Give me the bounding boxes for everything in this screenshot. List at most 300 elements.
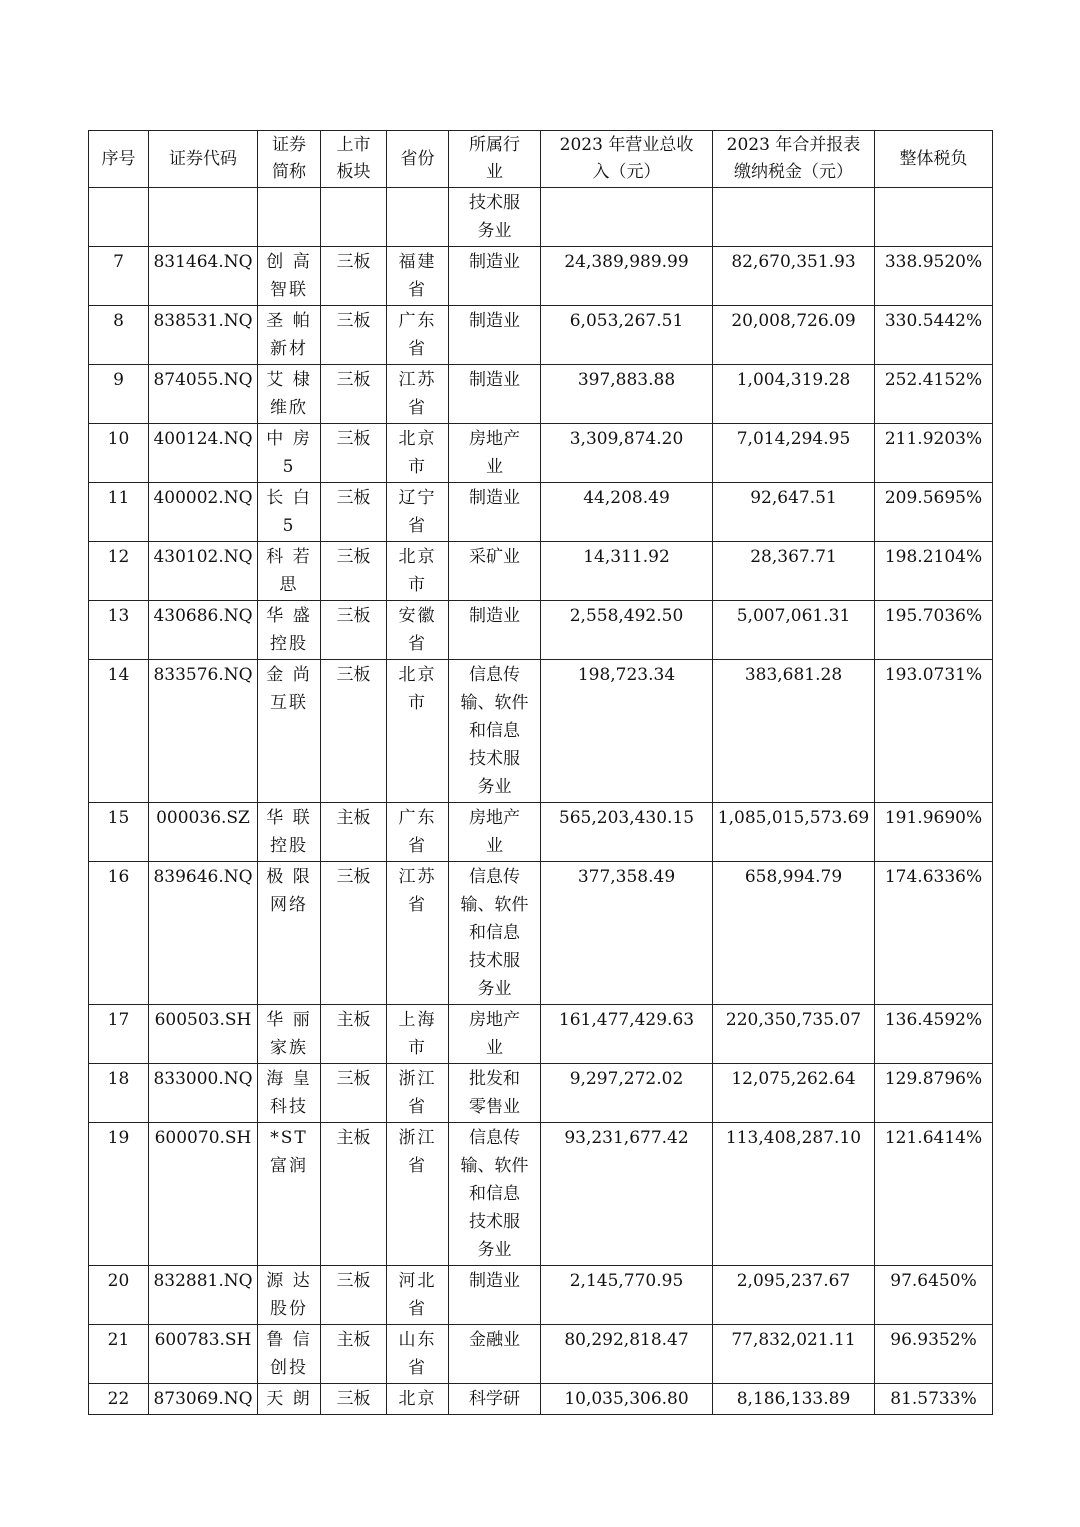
cell-code [149, 1123, 258, 1266]
cell-tax-text: 383,681.28 [744, 665, 843, 685]
cell-no-text: 9 [113, 370, 124, 390]
cell-province [387, 1325, 449, 1384]
cell-burden-text: 96.9352% [890, 1330, 977, 1350]
cell-industry-text: 房地产 业 [469, 429, 520, 477]
cell-burden [875, 188, 993, 247]
cell-no-text: 10 [107, 429, 130, 449]
cell-industry-text: 制造业 [469, 311, 520, 331]
cell-industry [449, 365, 541, 424]
cell-province [387, 188, 449, 247]
cell-board-text: 三板 [336, 665, 371, 685]
table-body [89, 188, 993, 1415]
cell-revenue-text: 2,558,492.50 [569, 606, 684, 626]
cell-code-text: 400124.NQ [153, 429, 253, 449]
cell-province-text: 广东 省 [398, 311, 437, 359]
cell-no [89, 483, 149, 542]
cell-tax [713, 803, 875, 862]
cell-province-text: 浙江 省 [398, 1069, 437, 1117]
cell-board-text: 三板 [336, 1389, 371, 1409]
cell-no [89, 424, 149, 483]
cell-burden-text: 252.4152% [884, 370, 983, 390]
cell-name-text: 华 丽 家族 [266, 1010, 312, 1058]
cell-code [149, 542, 258, 601]
cell-tax [713, 306, 875, 365]
cell-code [149, 1325, 258, 1384]
cell-industry [449, 660, 541, 803]
cell-province-text: 上海 市 [398, 1010, 437, 1058]
cell-province [387, 1064, 449, 1123]
cell-industry-text: 信息传 输、软件 和信息 技术服 务业 [460, 1128, 529, 1260]
header-cell-name: 证券 简称 [258, 131, 321, 188]
cell-revenue-text: 2,145,770.95 [569, 1271, 684, 1291]
cell-burden-text: 121.6414% [884, 1128, 983, 1148]
cell-code [149, 365, 258, 424]
cell-name-text: 华 盛 控股 [266, 606, 312, 654]
cell-industry [449, 601, 541, 660]
cell-industry-text: 制造业 [469, 370, 520, 390]
cell-revenue-text: 80,292,818.47 [564, 1330, 689, 1350]
cell-revenue-text: 377,358.49 [577, 867, 676, 887]
cell-tax [713, 862, 875, 1005]
cell-industry [449, 1005, 541, 1064]
cell-board-text: 主板 [336, 1128, 371, 1148]
cell-burden [875, 1384, 993, 1415]
cell-province-text: 河北 省 [398, 1271, 437, 1319]
cell-province-text: 北京 市 [398, 547, 437, 595]
table-row [89, 424, 993, 483]
cell-board-text: 三板 [336, 252, 371, 272]
cell-industry [449, 1123, 541, 1266]
cell-burden-text: 81.5733% [890, 1389, 977, 1409]
cell-burden [875, 247, 993, 306]
cell-burden-text: 136.4592% [884, 1010, 983, 1030]
header-cell-board: 上市 板块 [321, 131, 387, 188]
cell-revenue-text: 397,883.88 [577, 370, 676, 390]
cell-tax-text: 82,670,351.93 [731, 252, 856, 272]
cell-revenue [541, 862, 713, 1005]
cell-burden [875, 660, 993, 803]
cell-tax [713, 1064, 875, 1123]
cell-code [149, 188, 258, 247]
cell-no [89, 188, 149, 247]
cell-burden [875, 601, 993, 660]
cell-name-text: 长 白 5 [266, 488, 312, 536]
cell-revenue [541, 306, 713, 365]
cell-board [321, 306, 387, 365]
cell-board [321, 1266, 387, 1325]
cell-tax [713, 1005, 875, 1064]
cell-burden-text: 209.5695% [884, 488, 983, 508]
cell-board-text: 主板 [336, 1010, 371, 1030]
cell-burden-text: 193.0731% [884, 665, 983, 685]
cell-name [258, 1325, 321, 1384]
cell-no-text: 19 [107, 1128, 130, 1148]
cell-no [89, 306, 149, 365]
cell-code-text: 600783.SH [154, 1330, 252, 1350]
cell-revenue-text: 6,053,267.51 [569, 311, 684, 331]
cell-name [258, 247, 321, 306]
cell-board [321, 483, 387, 542]
cell-burden-text: 198.2104% [884, 547, 983, 567]
cell-board-text: 三板 [336, 488, 371, 508]
cell-name [258, 424, 321, 483]
cell-code-text: 839646.NQ [153, 867, 253, 887]
cell-name [258, 660, 321, 803]
cell-board [321, 1064, 387, 1123]
cell-province-text: 福建 省 [398, 252, 437, 300]
header-cell-revenue: 2023 年营业总收 入（元） [541, 131, 713, 188]
cell-burden-text: 129.8796% [884, 1069, 983, 1089]
cell-code [149, 247, 258, 306]
cell-province [387, 1005, 449, 1064]
cell-tax [713, 1266, 875, 1325]
cell-name [258, 1266, 321, 1325]
cell-name-text: 天 朗 [266, 1389, 312, 1409]
cell-name-text: 华 联 控股 [266, 808, 312, 856]
header-cell-burden: 整体税负 [875, 131, 993, 188]
cell-burden-text: 338.9520% [884, 252, 983, 272]
cell-no-text: 7 [113, 252, 124, 272]
cell-tax [713, 188, 875, 247]
cell-tax-text: 220,350,735.07 [725, 1010, 862, 1030]
cell-board [321, 803, 387, 862]
cell-tax-text: 7,014,294.95 [736, 429, 851, 449]
table-row [89, 660, 993, 803]
cell-province-text: 北京 市 [398, 665, 437, 713]
cell-revenue [541, 483, 713, 542]
cell-board-text: 三板 [336, 1271, 371, 1291]
table-row [89, 188, 993, 247]
cell-province [387, 803, 449, 862]
table-row [89, 1325, 993, 1384]
cell-tax [713, 601, 875, 660]
cell-board [321, 1005, 387, 1064]
cell-no [89, 660, 149, 803]
cell-no-text: 14 [107, 665, 130, 685]
table-row [89, 803, 993, 862]
cell-province [387, 660, 449, 803]
cell-code [149, 306, 258, 365]
cell-name [258, 1064, 321, 1123]
cell-name [258, 483, 321, 542]
cell-revenue [541, 803, 713, 862]
cell-province-text: 广东 省 [398, 808, 437, 856]
cell-burden [875, 542, 993, 601]
cell-no-text: 15 [107, 808, 130, 828]
cell-name [258, 1123, 321, 1266]
cell-code [149, 1064, 258, 1123]
cell-tax [713, 660, 875, 803]
cell-province [387, 247, 449, 306]
header-cell-province: 省份 [387, 131, 449, 188]
cell-no [89, 1005, 149, 1064]
cell-tax-text: 92,647.51 [750, 488, 837, 508]
cell-name-text: 中 房 5 [266, 429, 312, 477]
cell-revenue-text: 24,389,989.99 [564, 252, 689, 272]
cell-board [321, 1123, 387, 1266]
cell-tax [713, 247, 875, 306]
cell-industry-text: 房地产 业 [469, 1010, 520, 1058]
cell-industry [449, 1384, 541, 1415]
cell-board-text: 主板 [336, 1330, 371, 1350]
cell-burden [875, 365, 993, 424]
cell-industry-text: 制造业 [469, 252, 520, 272]
table-row [89, 862, 993, 1005]
cell-burden [875, 306, 993, 365]
cell-board-text: 三板 [336, 1069, 371, 1089]
cell-province [387, 862, 449, 1005]
cell-board-text: 三板 [336, 311, 371, 331]
cell-no-text: 16 [107, 867, 130, 887]
cell-revenue [541, 1064, 713, 1123]
cell-province-text: 浙江 省 [398, 1128, 437, 1176]
cell-revenue [541, 1005, 713, 1064]
cell-province-text: 江苏 省 [398, 867, 437, 915]
cell-no [89, 1064, 149, 1123]
cell-burden-text: 97.6450% [890, 1271, 977, 1291]
cell-tax-text: 658,994.79 [744, 867, 843, 887]
cell-no [89, 601, 149, 660]
cell-province-text: 江苏 省 [398, 370, 437, 418]
table-row [89, 365, 993, 424]
cell-province [387, 306, 449, 365]
cell-no-text: 11 [107, 488, 130, 508]
cell-name-text: 极 限 网络 [266, 867, 312, 915]
cell-code-text: 833576.NQ [153, 665, 253, 685]
cell-tax-text: 1,004,319.28 [736, 370, 851, 390]
cell-code [149, 1266, 258, 1325]
cell-revenue [541, 542, 713, 601]
cell-no-text: 21 [107, 1330, 130, 1350]
cell-code-text: 400002.NQ [153, 488, 253, 508]
cell-revenue [541, 1384, 713, 1415]
cell-name [258, 188, 321, 247]
table-row [89, 306, 993, 365]
cell-code-text: 833000.NQ [153, 1069, 253, 1089]
cell-province [387, 365, 449, 424]
cell-revenue [541, 365, 713, 424]
cell-name [258, 1384, 321, 1415]
cell-board-text: 三板 [336, 429, 371, 449]
cell-revenue-text: 161,477,429.63 [558, 1010, 695, 1030]
cell-burden-text: 174.6336% [884, 867, 983, 887]
cell-burden [875, 1123, 993, 1266]
cell-board [321, 660, 387, 803]
cell-board [321, 601, 387, 660]
cell-board-text: 主板 [336, 808, 371, 828]
cell-revenue [541, 1123, 713, 1266]
cell-revenue-text: 14,311.92 [583, 547, 670, 567]
cell-board [321, 247, 387, 306]
cell-province-text: 北京 市 [398, 429, 437, 477]
cell-code-text: 430102.NQ [153, 547, 253, 567]
cell-name [258, 803, 321, 862]
cell-revenue-text: 44,208.49 [583, 488, 670, 508]
cell-code-text: 838531.NQ [153, 311, 253, 331]
cell-tax-text: 28,367.71 [750, 547, 837, 567]
cell-tax [713, 1384, 875, 1415]
cell-board-text: 三板 [336, 606, 371, 626]
cell-code-text: 874055.NQ [153, 370, 253, 390]
cell-no [89, 365, 149, 424]
cell-name [258, 365, 321, 424]
cell-industry-text: 科学研 [469, 1389, 520, 1409]
cell-province [387, 1123, 449, 1266]
cell-board-text: 三板 [336, 370, 371, 390]
cell-name-text: 金 尚 互联 [266, 665, 312, 713]
cell-board [321, 365, 387, 424]
cell-revenue-text: 10,035,306.80 [564, 1389, 689, 1409]
cell-revenue [541, 424, 713, 483]
cell-tax-text: 8,186,133.89 [736, 1389, 851, 1409]
cell-province [387, 483, 449, 542]
cell-tax-text: 2,095,237.67 [736, 1271, 851, 1291]
cell-province [387, 1384, 449, 1415]
cell-industry-text: 制造业 [469, 488, 520, 508]
cell-industry [449, 424, 541, 483]
cell-name [258, 306, 321, 365]
cell-revenue [541, 1266, 713, 1325]
cell-no [89, 803, 149, 862]
cell-name-text: 鲁 信 创投 [266, 1330, 312, 1378]
cell-revenue [541, 247, 713, 306]
cell-industry [449, 1064, 541, 1123]
cell-industry [449, 803, 541, 862]
cell-board [321, 188, 387, 247]
cell-board-text: 三板 [336, 867, 371, 887]
cell-tax [713, 365, 875, 424]
cell-code-text: 000036.SZ [156, 808, 250, 828]
cell-industry-text: 批发和 零售业 [469, 1069, 520, 1117]
table-row [89, 483, 993, 542]
table-row [89, 247, 993, 306]
cell-industry [449, 862, 541, 1005]
cell-burden-text: 195.7036% [884, 606, 983, 626]
cell-industry-text: 金融业 [469, 1330, 520, 1350]
cell-no-text: 8 [113, 311, 124, 331]
cell-province-text: 山东 省 [398, 1330, 437, 1378]
header-cell-code: 证券代码 [149, 131, 258, 188]
cell-code [149, 1384, 258, 1415]
header-cell-industry: 所属行 业 [449, 131, 541, 188]
cell-code [149, 424, 258, 483]
cell-burden [875, 803, 993, 862]
cell-name-text: 圣 帕 新材 [266, 311, 312, 359]
cell-industry-text: 制造业 [469, 1271, 520, 1291]
cell-burden [875, 862, 993, 1005]
cell-burden-text: 330.5442% [884, 311, 983, 331]
cell-board [321, 1325, 387, 1384]
cell-no-text: 13 [107, 606, 130, 626]
cell-industry [449, 306, 541, 365]
cell-code-text: 430686.NQ [153, 606, 253, 626]
cell-no-text: 20 [107, 1271, 130, 1291]
cell-revenue-text: 565,203,430.15 [558, 808, 695, 828]
cell-tax-text: 113,408,287.10 [725, 1128, 862, 1148]
cell-revenue-text: 198,723.34 [577, 665, 676, 685]
cell-board [321, 424, 387, 483]
cell-no-text: 22 [107, 1389, 130, 1409]
cell-province [387, 542, 449, 601]
cell-code-text: 832881.NQ [153, 1271, 253, 1291]
cell-code [149, 483, 258, 542]
cell-name [258, 1005, 321, 1064]
cell-name-text: 科 若 思 [266, 547, 312, 595]
cell-industry-text: 信息传 输、软件 和信息 技术服 务业 [460, 665, 529, 797]
cell-industry-text: 房地产 业 [469, 808, 520, 856]
cell-revenue-text: 93,231,677.42 [564, 1128, 689, 1148]
header-cell-tax: 2023 年合并报表 缴纳税金（元） [713, 131, 875, 188]
cell-name [258, 542, 321, 601]
cell-revenue-text: 3,309,874.20 [569, 429, 684, 449]
cell-board [321, 542, 387, 601]
cell-industry [449, 188, 541, 247]
cell-name-text: 源 达 股份 [266, 1271, 312, 1319]
cell-code [149, 862, 258, 1005]
cell-industry-text: 技术服 务业 [469, 193, 520, 241]
table-row [89, 1005, 993, 1064]
cell-name-text: 艾 棣 维欣 [266, 370, 312, 418]
cell-name [258, 862, 321, 1005]
cell-tax [713, 542, 875, 601]
table-row [89, 1064, 993, 1123]
cell-no [89, 1325, 149, 1384]
cell-burden [875, 424, 993, 483]
header-cell-no: 序号 [89, 131, 149, 188]
cell-name-text: *ST 富润 [270, 1128, 308, 1176]
cell-name [258, 601, 321, 660]
cell-industry [449, 483, 541, 542]
cell-burden-text: 211.9203% [884, 429, 983, 449]
cell-revenue-text: 9,297,272.02 [569, 1069, 684, 1089]
cell-no [89, 247, 149, 306]
cell-code-text: 600503.SH [154, 1010, 252, 1030]
cell-industry-text: 制造业 [469, 606, 520, 626]
cell-burden [875, 1005, 993, 1064]
cell-board [321, 1384, 387, 1415]
cell-burden-text: 191.9690% [884, 808, 983, 828]
table-row [89, 1266, 993, 1325]
cell-province-text: 安徽 省 [398, 606, 437, 654]
cell-tax-text: 5,007,061.31 [736, 606, 851, 626]
cell-name-text: 海 皇 科技 [266, 1069, 312, 1117]
cell-revenue [541, 1325, 713, 1384]
cell-industry [449, 542, 541, 601]
table-row [89, 1384, 993, 1415]
cell-tax-text: 77,832,021.11 [731, 1330, 856, 1350]
cell-no [89, 1266, 149, 1325]
table-row [89, 601, 993, 660]
cell-industry-text: 采矿业 [469, 547, 520, 567]
table-row [89, 1123, 993, 1266]
cell-revenue [541, 660, 713, 803]
cell-tax-text: 12,075,262.64 [731, 1069, 856, 1089]
cell-industry [449, 247, 541, 306]
cell-board [321, 862, 387, 1005]
cell-name-text: 创 高 智联 [266, 252, 312, 300]
cell-burden [875, 1325, 993, 1384]
cell-tax-text: 20,008,726.09 [731, 311, 856, 331]
cell-no [89, 1123, 149, 1266]
table-row [89, 542, 993, 601]
cell-industry [449, 1266, 541, 1325]
cell-no-text: 12 [107, 547, 130, 567]
cell-tax [713, 483, 875, 542]
cell-tax-text: 1,085,015,573.69 [717, 808, 870, 828]
cell-no-text: 17 [107, 1010, 130, 1030]
cell-burden [875, 1266, 993, 1325]
cell-no-text: 18 [107, 1069, 130, 1089]
